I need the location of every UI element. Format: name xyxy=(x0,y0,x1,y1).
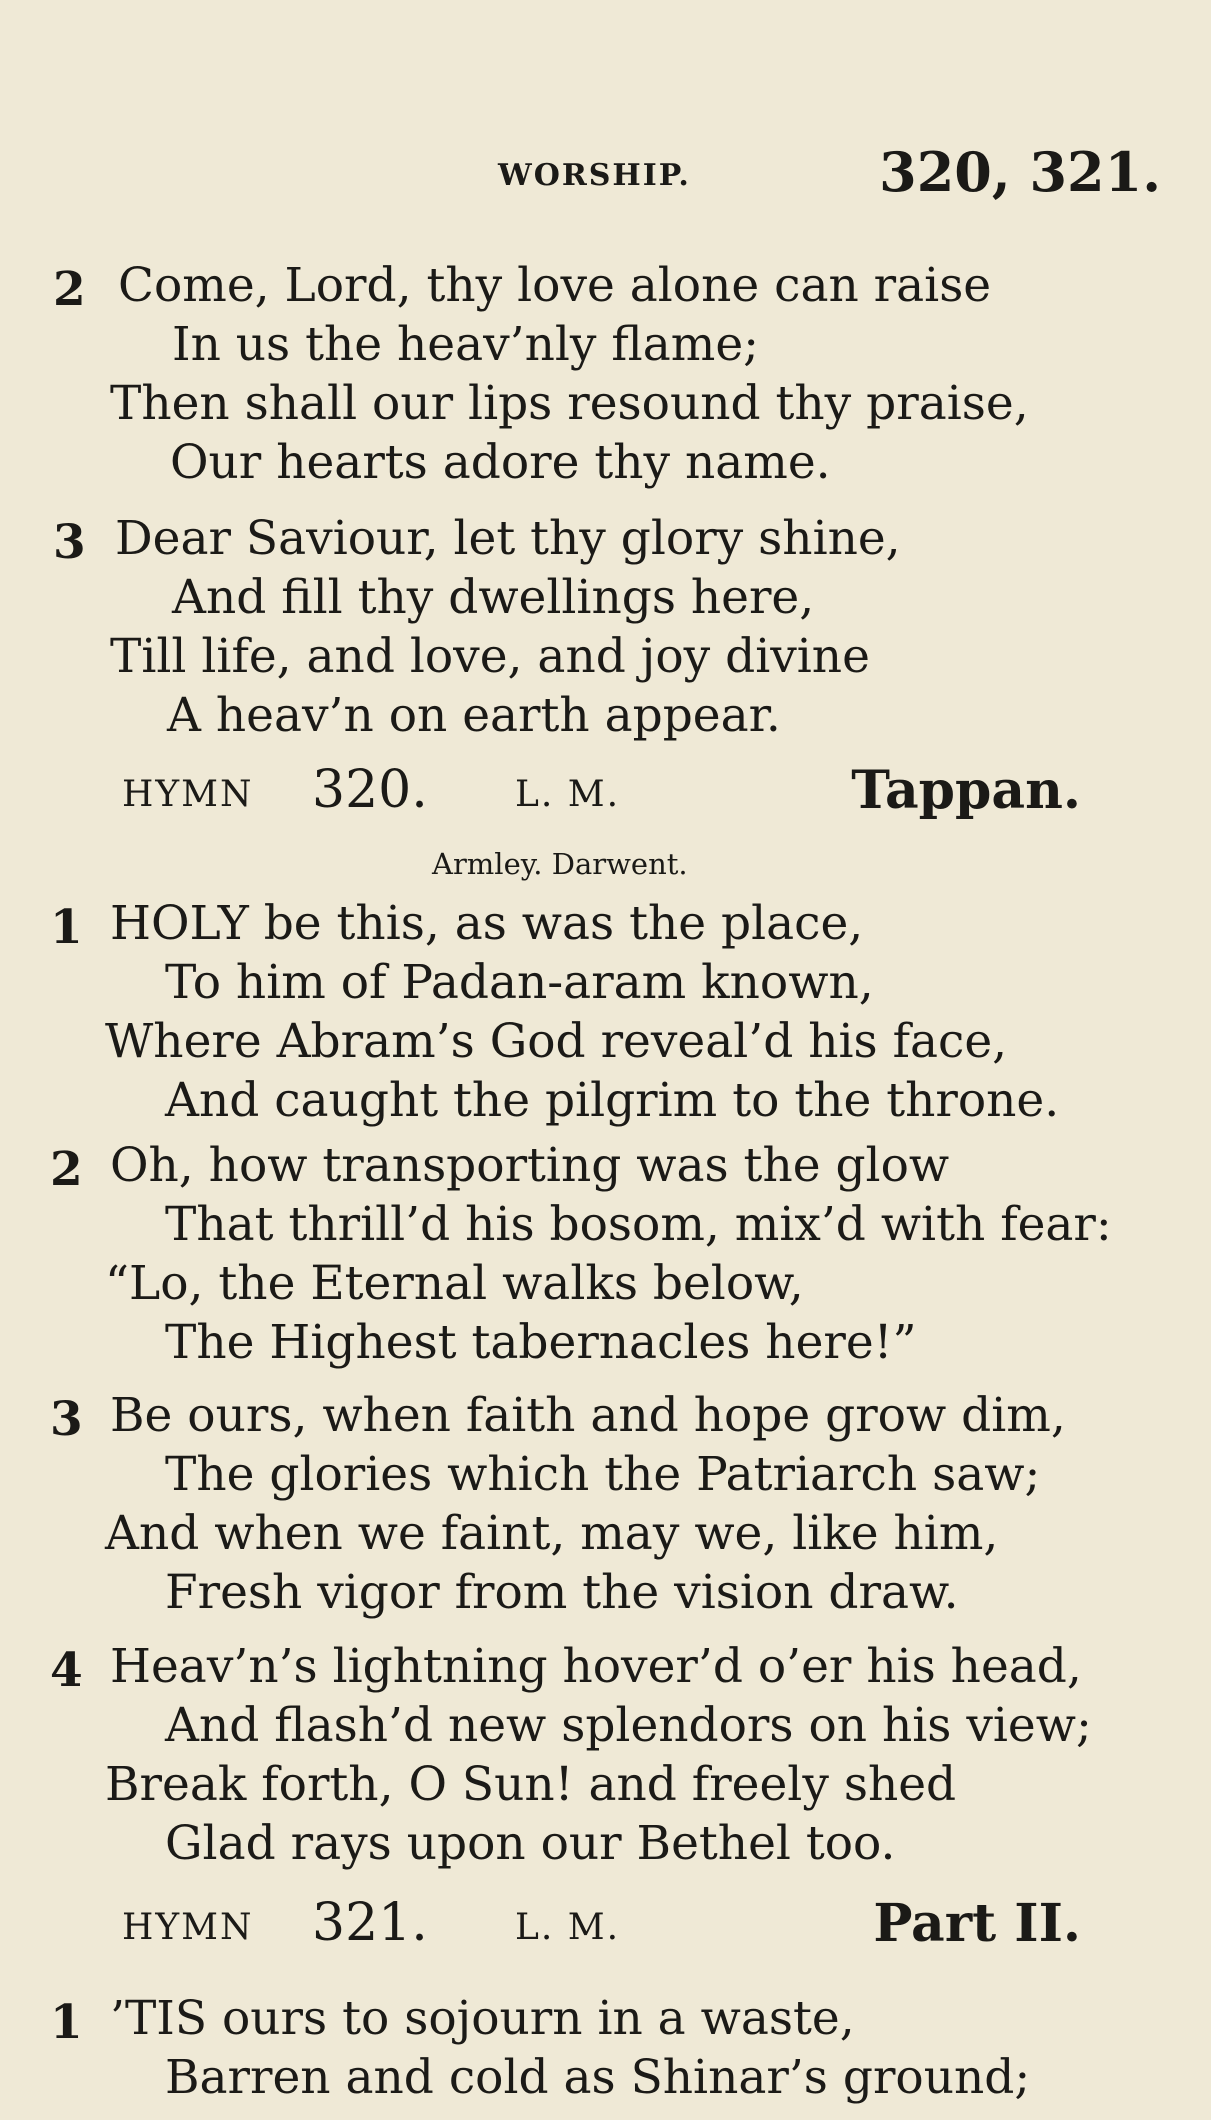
hymn-tune: Part II. xyxy=(873,1893,1081,1954)
hymn-number: 321. xyxy=(312,1893,428,1953)
hymn-meter: L. M. xyxy=(515,1907,621,1948)
stanza-line: Break forth, O Sun! and freely shed xyxy=(105,1757,957,1812)
stanza-line: To him of Padan-aram known, xyxy=(165,955,874,1010)
stanza-line: “Lo, the Eternal walks below, xyxy=(105,1256,804,1311)
stanza-number: 3 xyxy=(50,1392,83,1447)
stanza-line: Then shall our lips resound thy praise, xyxy=(110,376,1029,431)
stanza-line: The Highest tabernacles here!” xyxy=(165,1315,917,1370)
stanza-line: Glad rays upon our Bethel too. xyxy=(165,1816,896,1871)
stanza-line: Dear Saviour, let thy glory shine, xyxy=(115,511,901,566)
stanza-line: Where Abram’s God reveal’d his face, xyxy=(105,1014,1008,1069)
hymn-label: HYMN xyxy=(122,774,254,815)
stanza-number: 2 xyxy=(50,1142,83,1197)
hymn-number: 320. xyxy=(312,760,428,820)
stanza-line: ’TIS ours to sojourn in a waste, xyxy=(110,1991,855,2046)
running-title: WORSHIP. xyxy=(498,158,691,193)
stanza-line: Heav’n’s lightning hover’d o’er his head, xyxy=(110,1639,1082,1694)
stanza-line: Fresh vigor from the vision draw. xyxy=(165,1565,959,1620)
stanza-line: And caught the pilgrim to the throne. xyxy=(165,1073,1060,1128)
stanza-line: The glories which the Patriarch saw; xyxy=(165,1447,1041,1502)
running-head xyxy=(0,140,1211,204)
stanza-number: 2 xyxy=(53,262,86,317)
hymn-tune: Tappan. xyxy=(851,760,1081,821)
stanza-line: Oh, how transporting was the glow xyxy=(110,1138,950,1193)
stanza-number: 1 xyxy=(50,900,83,955)
stanza-line: And fill thy dwellings here, xyxy=(172,570,815,625)
stanza-number: 1 xyxy=(50,1995,83,2050)
stanza-line: Come, Lord, thy love alone can raise xyxy=(118,258,992,313)
hymn-label: HYMN xyxy=(122,1907,254,1948)
stanza-line: Be ours, when faith and hope grow dim, xyxy=(110,1388,1066,1443)
hymn-321-heading xyxy=(0,1893,1211,1963)
stanza-number: 4 xyxy=(50,1643,83,1698)
stanza-line: Our hearts adore thy name. xyxy=(170,435,831,490)
stanza-line: A heav’n on earth appear. xyxy=(167,688,781,743)
stanza-line: That thrill’d his bosom, mix’d with fear: xyxy=(165,1197,1112,1252)
stanza-line: And flash’d new splendors on his view; xyxy=(165,1698,1092,1753)
stanza-line: And when we faint, may we, like him, xyxy=(105,1506,999,1561)
hymn-meter: L. M. xyxy=(515,774,621,815)
stanza-line: HOLY be this, as was the place, xyxy=(110,896,864,951)
alternate-tunes: Armley. Darwent. xyxy=(432,847,688,881)
stanza-line: Barren and cold as Shinar’s ground; xyxy=(165,2050,1031,2105)
hymn-320-heading xyxy=(0,760,1211,830)
stanza-line: In us the heav’nly flame; xyxy=(172,317,759,372)
page-numbers: 320, 321. xyxy=(879,140,1161,204)
stanza-number: 3 xyxy=(53,515,86,570)
stanza-line: Till life, and love, and joy divine xyxy=(110,629,870,684)
